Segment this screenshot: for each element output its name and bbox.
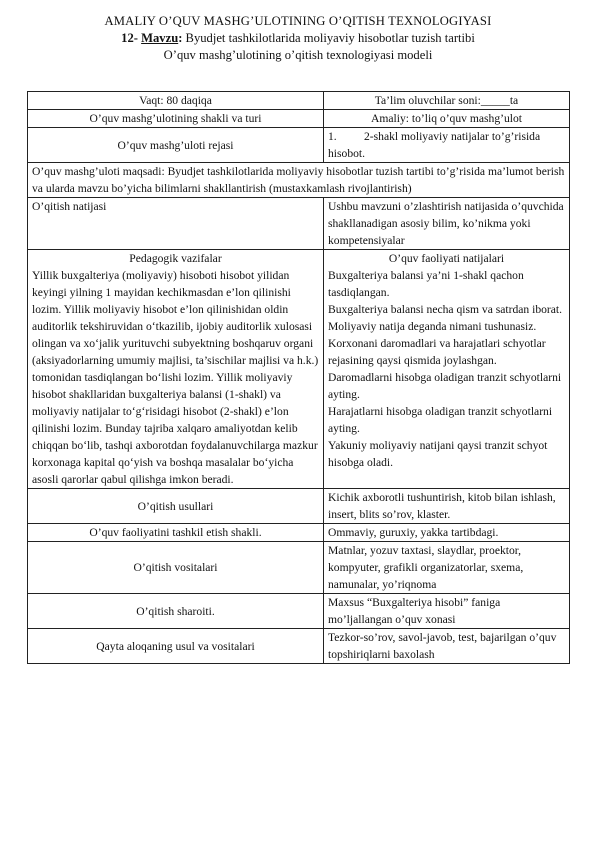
result-value-cell: Ushbu mavzuni o’zlashtirish natijasida o’quvchida shakllanadigan asosiy bilim, ko’nikma yoki kompetensiyalar bbox=[324, 198, 570, 250]
activity-item: Buxgalteriya balansi ya’ni 1-shakl qachon tasdiqlangan. bbox=[328, 269, 524, 299]
methods-label-cell: O’qitish usullari bbox=[28, 489, 324, 524]
table-row bbox=[28, 110, 570, 128]
form-label-cell: O’quv mashg’ulotining shakli va turi bbox=[28, 110, 324, 128]
table-row bbox=[28, 489, 570, 524]
activity-results-title: O’quv faoliyati natijalari bbox=[388, 252, 505, 265]
tools-value-cell: Matnlar, yozuv taxtasi, slaydlar, proektor, kompyuter, grafikli organizatorlar, sxema, namunalar, yo’riqnoma bbox=[324, 542, 570, 594]
table-row bbox=[28, 524, 570, 542]
topic-line bbox=[0, 30, 596, 47]
activity-item: Daromadlarni hisobga oladigan tranzit schyotlarni ayting. bbox=[328, 371, 562, 401]
organization-label-cell: O’quv faoliyatini tashkil etish shakli. bbox=[28, 524, 324, 542]
feedback-value-cell: Tezkor-so’rov, savol-javob, test, bajarilgan o’quv topshiriqlarni baxolash bbox=[324, 629, 570, 664]
pedagogical-tasks-text: Yillik buxgalteriya (moliyaviy) hisoboti hisobot yilidan keyingi yilning 1 mayidan kechikmasdan e’lon qilinishi lozim. Yillik moliyaviy hisobot e’lon qilinishidan oldin auditorlik tekshiruvidan o‘tkazilib, ijobiy auditorlik xulosasi olingan va xo‘jalik yurituvchi subyektning boshqaruv organi (aksiyadorlarning umumiy majlisi, ta’sischilar majlisi va h.k.) tomonidan tasdiqlangan bo‘lishi lozim. Yillik moliyaviy hisobot shakllaridan buxgalteriya balansi (1-shakl) va moliyaviy natijalar to‘g‘risidagi hisobot (2-shakl) e’lon qilinishi lozim. Bunday tajriba xalqaro amaliyotdan kelib chiqqan bo‘lib, tashqi axborotdan foydalanuvchilarga mazkur korxonaga kapital qo‘yish va boshqa masalalar bo‘yicha asosli qarorlar qabul qilishga imkon beradi. bbox=[32, 269, 319, 486]
activity-item: Harajatlarni hisobga oladigan tranzit schyotlarni ayting. bbox=[328, 405, 553, 435]
table-row bbox=[28, 629, 570, 664]
plan-item-text: 2-shakl moliyaviy natijalar to’g’risida hisobot. bbox=[328, 130, 541, 160]
plan-item-number: 1. bbox=[328, 130, 337, 143]
activity-item: Korxonani daromadlari va harajatlari schyotlar rejasining qaysi qismida joylashgan. bbox=[328, 337, 546, 367]
conditions-label-cell: O’qitish sharoiti. bbox=[28, 594, 324, 629]
tools-label-cell: O’qitish vositalari bbox=[28, 542, 324, 594]
feedback-label-cell: Qayta aloqaning usul va vositalari bbox=[28, 629, 324, 664]
pedagogical-tasks-title: Pedagogik vazifalar bbox=[129, 252, 222, 265]
plan-value-cell bbox=[324, 128, 570, 163]
lesson-model-table bbox=[27, 91, 570, 664]
table-row bbox=[28, 542, 570, 594]
pedagogical-tasks-cell bbox=[28, 250, 324, 489]
activity-item: Moliyaviy natija deganda nimani tushunasiz. bbox=[328, 320, 537, 333]
model-subtitle: O’quv mashg’ulotining o’qitish texnologiyasi modeli bbox=[163, 48, 433, 62]
result-label-cell: O’qitish natijasi bbox=[28, 198, 324, 250]
topic-text: Byudjet tashkilotlarida moliyaviy hisobotlar tuzish tartibi bbox=[182, 31, 475, 45]
organization-value-cell: Ommaviy, guruxiy, yakka tartibdagi. bbox=[324, 524, 570, 542]
document-header bbox=[0, 13, 596, 64]
activity-results-cell bbox=[324, 250, 570, 489]
topic-colon: : bbox=[178, 31, 183, 45]
time-cell: Vaqt: 80 daqiqa bbox=[28, 92, 324, 110]
activity-item: Buxgalteriya balansi necha qism va satrdan iborat. bbox=[328, 303, 563, 316]
conditions-value-cell: Maxsus “Buxgalteriya hisobi” faniga mo’ljallangan o’quv xonasi bbox=[324, 594, 570, 629]
table-row bbox=[28, 198, 570, 250]
topic-number: 12- bbox=[121, 31, 138, 45]
methods-value-cell: Kichik axborotli tushuntirish, kitob bilan ishlash, insert, blits so’rov, klaster. bbox=[324, 489, 570, 524]
goal-cell: O’quv mashg’uloti maqsadi: Byudjet tashkilotlarida moliyaviy hisobotlar tuzish tartibi to’g’risida ma’lumot berish va ularda mavzu bo’yicha bilimlarni shakllantirish (mustaxkamlash rivojlantirish) bbox=[28, 163, 570, 198]
document-title: AMALIY O’QUV MASHG’ULOTINING O’QITISH TEXNOLOGIYASI bbox=[104, 14, 492, 28]
table-row bbox=[28, 163, 570, 198]
plan-label-cell: O’quv mashg’uloti rejasi bbox=[28, 128, 324, 163]
activity-item: Yakuniy moliyaviy natijani qaysi tranzit schyot hisobga oladi. bbox=[328, 439, 548, 469]
form-value-cell: Amaliy: to’liq o’quv mashg’ulot bbox=[324, 110, 570, 128]
table-row bbox=[28, 250, 570, 489]
table-row bbox=[28, 128, 570, 163]
table-row bbox=[28, 594, 570, 629]
table-row bbox=[28, 92, 570, 110]
students-cell: Ta’lim oluvchilar soni:_____ta bbox=[324, 92, 570, 110]
topic-label: Mavzu bbox=[141, 31, 179, 45]
